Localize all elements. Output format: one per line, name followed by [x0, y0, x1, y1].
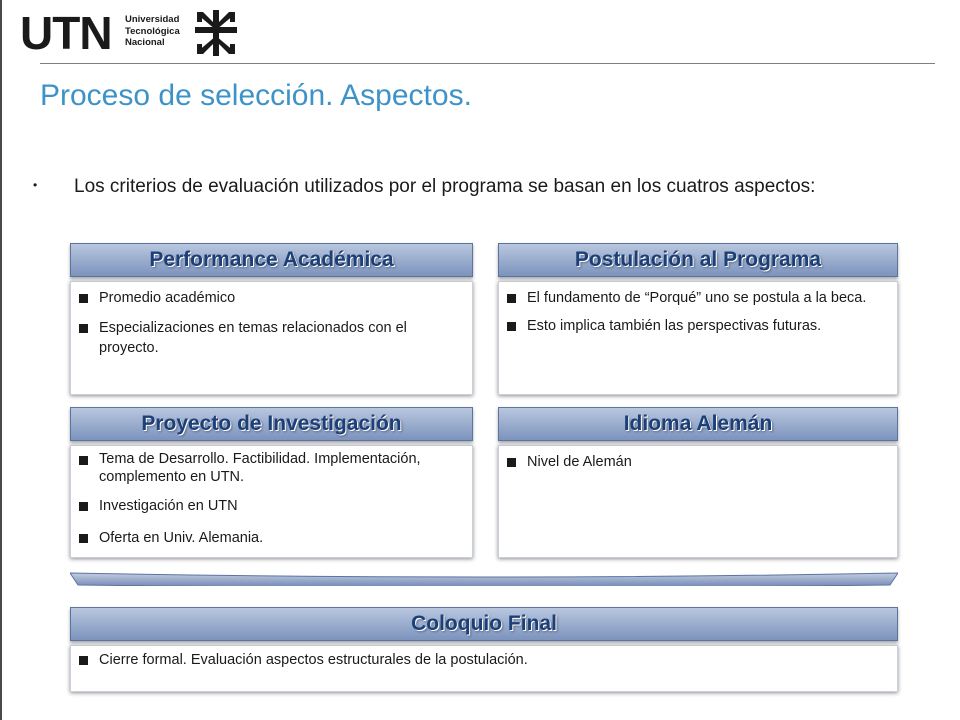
page-title: Proceso de selección. Aspectos.	[40, 79, 472, 112]
square-bullet-icon	[79, 656, 88, 665]
panel-items	[79, 450, 454, 548]
item-text: Cierre formal. Evaluación aspectos estructurales de la postulación.	[99, 652, 528, 668]
panel-body	[498, 445, 898, 558]
square-bullet-icon	[507, 322, 516, 331]
panel-idioma-aleman	[498, 407, 898, 558]
square-bullet-icon	[79, 534, 88, 543]
panel-header	[70, 607, 898, 641]
panel-title: Coloquio Final	[411, 612, 557, 635]
item-text: Especializaciones en temas relacionados con el proyecto.	[99, 320, 407, 356]
panel-body	[70, 281, 473, 395]
converge-arrow-icon	[70, 572, 898, 586]
square-bullet-icon	[79, 456, 88, 465]
list-item	[79, 288, 454, 308]
panel-header	[70, 407, 473, 441]
panel-title: Idioma Alemán	[623, 412, 773, 435]
list-item	[79, 496, 454, 516]
list-item	[79, 650, 879, 670]
panel-header	[498, 407, 898, 441]
panel-coloquio-final	[70, 607, 898, 692]
logo-subtitle	[125, 14, 180, 49]
panel-header	[498, 243, 898, 277]
logo-subtitle-line-2: Tecnológica	[125, 25, 180, 37]
panel-items	[79, 650, 879, 670]
logo-subtitle-line-3: Nacional	[125, 37, 165, 48]
panel-proyecto-investigacion	[70, 407, 473, 558]
left-border-line	[0, 0, 2, 720]
list-item	[507, 316, 882, 336]
utn-emblem-icon	[195, 10, 237, 56]
square-bullet-icon	[79, 324, 88, 333]
square-bullet-icon	[79, 502, 88, 511]
square-bullet-icon	[79, 294, 88, 303]
panel-postulacion-programa	[498, 243, 898, 395]
intro-text: Los criterios de evaluación utilizados por el programa se basan en los cuatros aspectos:	[74, 176, 816, 197]
item-text: Nivel de Alemán	[527, 454, 632, 470]
logo-subtitle-line-1: Universidad	[125, 14, 180, 25]
list-item	[79, 450, 454, 486]
header-divider	[40, 63, 935, 64]
list-item	[507, 288, 882, 308]
panel-performance-academica	[70, 243, 473, 395]
item-text: Oferta en Univ. Alemania.	[99, 530, 264, 546]
panel-body	[70, 645, 898, 692]
list-item	[79, 318, 454, 358]
list-item	[507, 452, 882, 472]
square-bullet-icon	[507, 458, 516, 467]
panel-title: Postulación al Programa	[574, 248, 822, 271]
item-text: Investigación en UTN	[99, 498, 238, 514]
square-bullet-icon	[507, 294, 516, 303]
item-text: Esto implica también las perspectivas futuras.	[527, 318, 822, 334]
utn-logo	[20, 8, 235, 58]
logo-wordmark: UTN	[20, 7, 112, 59]
list-item	[79, 528, 454, 548]
intro-bullet: •	[33, 178, 38, 192]
panel-body	[498, 281, 898, 395]
panel-items	[507, 452, 882, 472]
panel-items	[79, 288, 454, 358]
item-text: Tema de Desarrollo. Factibilidad. Implementación, complemento en UTN.	[99, 451, 421, 485]
panel-items	[507, 288, 882, 336]
panel-title: Proyecto de Investigación	[141, 412, 402, 435]
item-text: Promedio académico	[99, 290, 236, 306]
panel-body	[70, 445, 473, 558]
item-text: El fundamento de “Porqué” uno se postula a la beca.	[527, 290, 867, 306]
panel-header	[70, 243, 473, 277]
panel-title: Performance Académica	[149, 248, 394, 271]
